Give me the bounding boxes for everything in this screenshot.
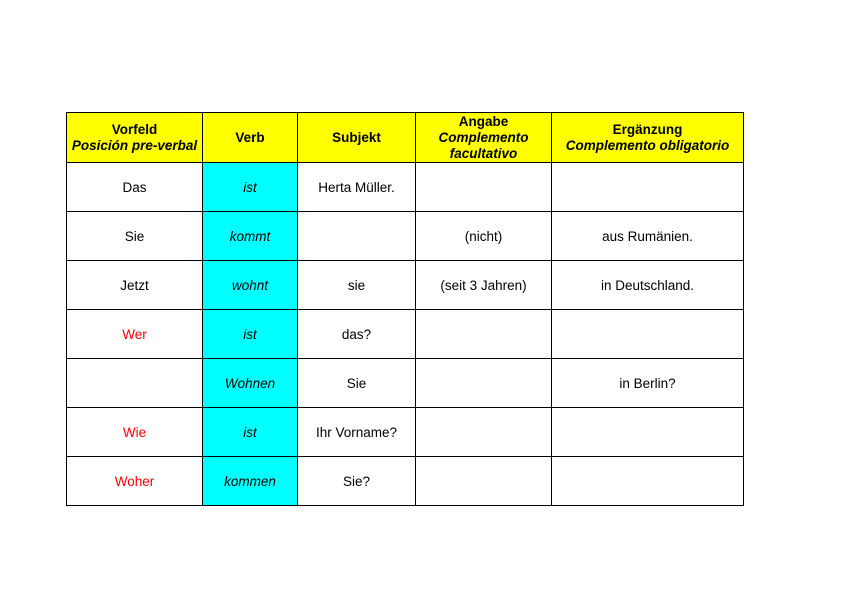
cell-vorfeld-question-word: Wer <box>67 310 203 359</box>
cell-subjekt <box>298 212 416 261</box>
cell-verb: ist <box>203 408 298 457</box>
cell-angabe: (nicht) <box>416 212 552 261</box>
cell-ergaenzung <box>552 163 744 212</box>
table-row <box>67 457 744 506</box>
cell-verb: kommt <box>203 212 298 261</box>
header-vorfeld-subtitle: Posición pre-verbal <box>71 137 198 153</box>
header-ergaenzung-title: Ergänzung <box>612 121 683 137</box>
cell-subjekt: Herta Müller. <box>298 163 416 212</box>
header-angabe-subtitle: Complemento facultativo <box>438 129 529 161</box>
header-angabe <box>416 113 552 163</box>
cell-vorfeld: Sie <box>67 212 203 261</box>
cell-verb: wohnt <box>203 261 298 310</box>
cell-subjekt: das? <box>298 310 416 359</box>
table-row <box>67 212 744 261</box>
cell-vorfeld <box>67 359 203 408</box>
cell-angabe <box>416 163 552 212</box>
cell-vorfeld: Das <box>67 163 203 212</box>
table-row <box>67 359 744 408</box>
header-verb-title: Verb <box>235 129 265 145</box>
cell-verb: ist <box>203 310 298 359</box>
cell-angabe <box>416 310 552 359</box>
cell-subjekt: Ihr Vorname? <box>298 408 416 457</box>
cell-angabe <box>416 359 552 408</box>
cell-vorfeld: Jetzt <box>67 261 203 310</box>
cell-ergaenzung: in Berlin? <box>552 359 744 408</box>
cell-angabe: (seit 3 Jahren) <box>416 261 552 310</box>
header-vorfeld-title: Vorfeld <box>111 121 158 137</box>
cell-ergaenzung <box>552 310 744 359</box>
cell-verb: kommen <box>203 457 298 506</box>
cell-ergaenzung: aus Rumänien. <box>552 212 744 261</box>
header-subjekt <box>298 113 416 163</box>
cell-subjekt: sie <box>298 261 416 310</box>
header-vorfeld <box>67 113 203 163</box>
header-subjekt-title: Subjekt <box>332 129 381 145</box>
cell-vorfeld-question-word: Woher <box>67 457 203 506</box>
cell-angabe <box>416 457 552 506</box>
sentence-structure-table <box>66 112 744 506</box>
table-row <box>67 163 744 212</box>
header-ergaenzung <box>552 113 744 163</box>
cell-verb: Wohnen <box>203 359 298 408</box>
cell-vorfeld-question-word: Wie <box>67 408 203 457</box>
header-ergaenzung-subtitle: Complemento obligatorio <box>565 137 730 153</box>
table-header-row <box>67 113 744 163</box>
table-row <box>67 261 744 310</box>
cell-ergaenzung <box>552 457 744 506</box>
cell-verb: ist <box>203 163 298 212</box>
header-verb <box>203 113 298 163</box>
cell-ergaenzung <box>552 408 744 457</box>
table-row <box>67 310 744 359</box>
cell-subjekt: Sie? <box>298 457 416 506</box>
cell-ergaenzung: in Deutschland. <box>552 261 744 310</box>
table-row <box>67 408 744 457</box>
header-angabe-title: Angabe <box>458 113 509 129</box>
cell-angabe <box>416 408 552 457</box>
cell-subjekt: Sie <box>298 359 416 408</box>
